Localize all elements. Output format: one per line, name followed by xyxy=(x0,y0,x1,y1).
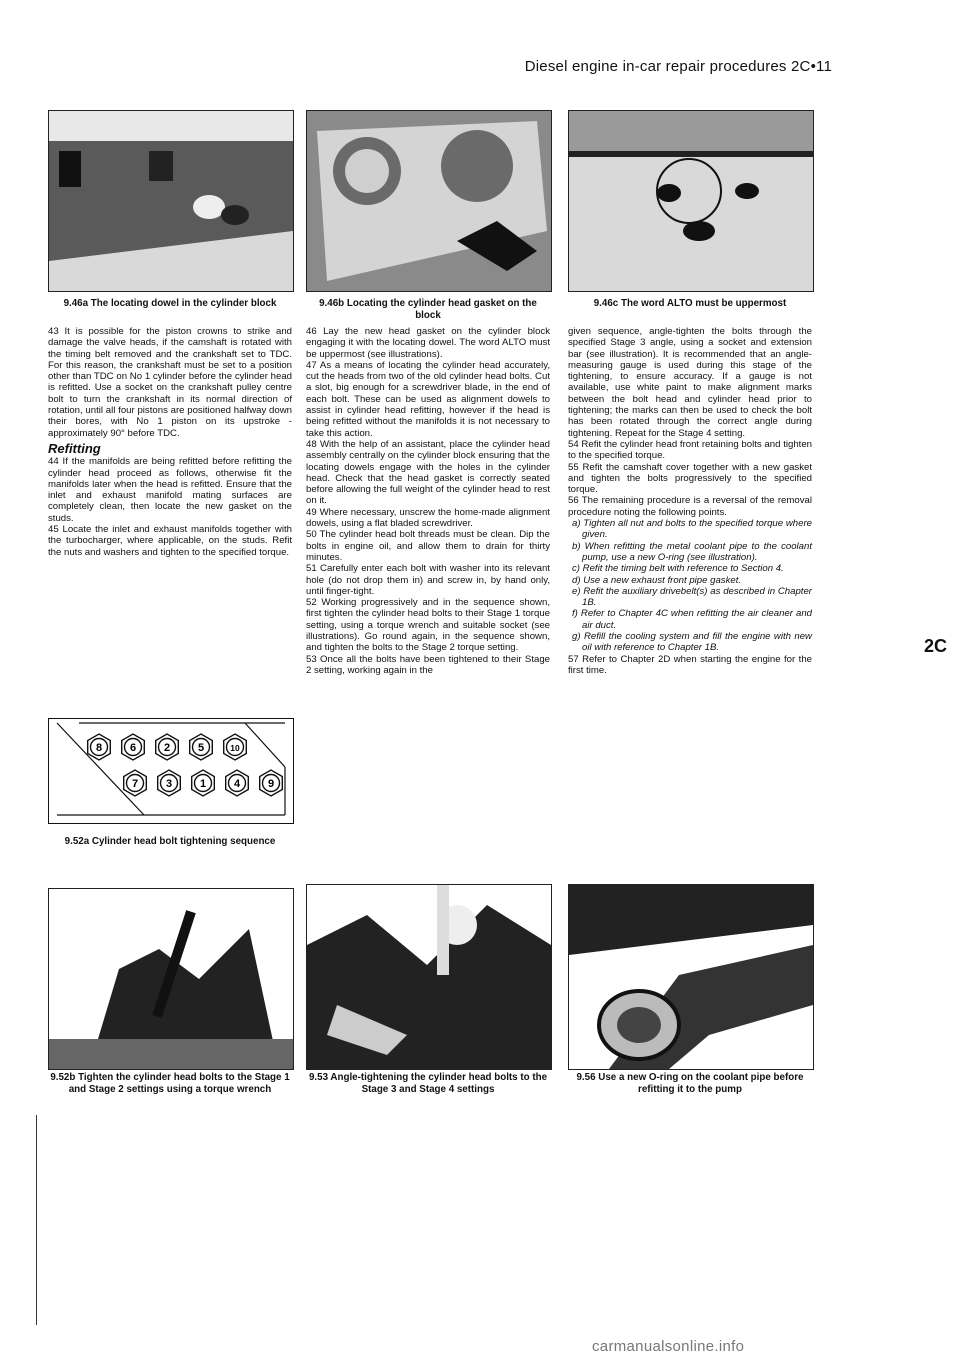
bolt-top-6 xyxy=(122,734,145,760)
caption-946a: 9.46a The locating dowel in the cylinder block xyxy=(63,298,277,309)
photo-946b xyxy=(306,110,552,292)
list-item-b: b) When refitting the metal coolant pipe to the coolant pump, use a new O-ring (see illustration). xyxy=(572,540,812,563)
photo-952b xyxy=(48,888,294,1070)
bolt-bottom-9 xyxy=(260,770,283,796)
list-item-g: g) Refill the cooling system and fill the engine with new oil with reference to Chapter 1B. xyxy=(572,631,812,654)
list-item-d: d) Use a new exhaust front pipe gasket. xyxy=(572,574,742,586)
text-column-3 xyxy=(568,326,812,676)
bolt-top-label: 8 xyxy=(95,742,103,754)
caption-946c: 9.46c The word ALTO must be uppermost xyxy=(593,298,787,309)
bolt-bottom-7 xyxy=(124,770,147,796)
paragraph-51: 51 Carefully enter each bolt with washer into its relevant hole (do not drop them in) and screw in, by hand only, until finger-tight. xyxy=(306,563,550,597)
bolt-top-label: 10 xyxy=(230,743,240,753)
chapter-tab: 2C xyxy=(923,636,947,656)
caption-946b: 9.46b Locating the cylinder head gasket on the block xyxy=(319,298,537,321)
bolt-bottom-label: 7 xyxy=(131,778,139,790)
bolt-bottom-4 xyxy=(226,770,249,796)
paragraph-50: 50 The cylinder head bolt threads must be clean. Dip the bolts in engine oil, and allow them to drain for thirty minutes. xyxy=(306,529,550,563)
paragraph-49: 49 Where necessary, unscrew the home-made alignment dowels, using a flat bladed screwdriver. xyxy=(306,506,550,530)
bolt-bottom-label: 1 xyxy=(199,778,207,790)
bolt-top-label: 5 xyxy=(197,742,205,754)
paragraph-48: 48 With the help of an assistant, place the cylinder head assembly centrally on the cylinder block ensuring that the locating dowels engage with the holes in the cylinder head. Check that the head gasket is correctly seated before allowing the full weight of the cylinder head to rest on it. xyxy=(306,438,550,507)
bolt-top-label: 6 xyxy=(129,742,137,754)
bolt-bottom-label: 9 xyxy=(267,778,275,790)
page-header: Diesel engine in-car repair procedures 2C•11 xyxy=(524,58,832,75)
paragraph-43: 43 It is possible for the piston crowns to strike and damage the valve heads, if the camshaft is rotated with the timing belt removed and the crankshaft set to TDC. For this reason, the crankshaft must be set to a position other than TDC on No 1 cylinder before the cylinder head is refitted. Use a socket on the crankshaft pulley centre bolt to turn the crankshaft in its normal direction of rotation, until all four pistons are positioned halfway down their bores, with No 1 piston on its upstroke - approximately 90° before TDC. xyxy=(48,326,292,439)
paragraph-55: 55 Refit the camshaft cover together with a new gasket and tighten the bolts progressively to the specified torque. xyxy=(568,461,812,496)
list-item-f: f) Refer to Chapter 4C when refitting the air cleaner and air duct. xyxy=(572,608,812,631)
list-item-a: a) Tighten all nut and bolts to the specified torque where given. xyxy=(572,518,812,541)
photo-953 xyxy=(306,884,552,1070)
caption-953: 9.53 Angle-tightening the cylinder head bolts to the Stage 3 and Stage 4 settings xyxy=(308,1072,548,1095)
paragraph-47: 47 As a means of locating the cylinder head accurately, cut the heads from two of the old cylinder head bolts. Cut a slot, big enough for a screwdriver blade, in the end of each bolt. These can be used as alignment dowels to assist in cylinder head refitting, however if the head is being refitted without the manifolds it is not necessary to take this action. xyxy=(306,359,550,439)
photo-946a xyxy=(48,110,294,292)
watermark: carmanualsonline.info xyxy=(592,1338,745,1355)
paragraph-46: 46 Lay the new head gasket on the cylinder block engaging it with the locating dowel. The word ALTO must be uppermost (see illustrations). xyxy=(306,326,550,360)
margin-line xyxy=(36,1115,37,1325)
bolt-top-2 xyxy=(156,734,179,760)
paragraph-52: 52 Working progressively and in the sequence shown, first tighten the cylinder head bolts to their Stage 1 torque setting, using a torque wrench and suitable socket (see illustrations). Go round again, in the sequence shown, and tighten the bolts to the Stage 2 torque setting. xyxy=(306,597,550,654)
caption-956: 9.56 Use a new O-ring on the coolant pipe before refitting it to the pump xyxy=(576,1072,804,1095)
bolt-sequence-diagram xyxy=(48,718,294,824)
bolt-top-5 xyxy=(190,734,213,760)
bolt-top-label: 2 xyxy=(163,742,171,754)
bolt-bottom-label: 3 xyxy=(165,778,173,790)
paragraph-44: 44 If the manifolds are being refitted before refitting the cylinder head proceed as follows, otherwise fit the manifolds later when the head is refitted. Ensure that the inlet and exhaust manifold mating surfaces are completely clean, then locate the new gasket on the studs. xyxy=(48,456,292,524)
paragraph-53: 53 Once all the bolts have been tightened to their Stage 2 setting, working again in the xyxy=(306,653,550,676)
bolt-bottom-3 xyxy=(158,770,181,796)
text-column-2 xyxy=(306,326,550,676)
bolt-bottom-1 xyxy=(192,770,215,796)
bolt-bottom-label: 4 xyxy=(233,778,241,790)
text-column-1 xyxy=(48,326,292,558)
paragraph-56: 56 The remaining procedure is a reversal of the removal procedure noting the following points. xyxy=(568,495,812,518)
photo-946c xyxy=(568,110,814,292)
list-item-e: e) Refit the auxiliary drivebelt(s) as described in Chapter 1B. xyxy=(572,585,812,609)
caption-952b: 9.52b Tighten the cylinder head bolts to the Stage 1 and Stage 2 settings using a torque wrench xyxy=(50,1072,290,1095)
section-heading-refitting: Refitting xyxy=(48,440,101,456)
bolt-top-10 xyxy=(224,734,247,760)
bolt-top-8 xyxy=(88,734,111,760)
paragraph-54: 54 Refit the cylinder head front retaining bolts and tighten to the specified torque. xyxy=(568,438,812,462)
paragraph-53-continued: given sequence, angle-tighten the bolts through the specified Stage 3 angle, using a socket and extension bar (see illustration). It is recommended that an angle-measuring gauge is used during this stage of the tightening, to ensure accuracy. If a gauge is not available, use white paint to make alignment marks between the bolt head and cylinder head prior to tightening; the marks can then be used to check the bolt has been rotated through the correct angle during tightening. Repeat for the Stage 4 setting. xyxy=(568,326,812,439)
photo-956 xyxy=(568,884,814,1070)
paragraph-57: 57 Refer to Chapter 2D when starting the engine for the first time. xyxy=(568,653,812,676)
paragraph-45: 45 Locate the inlet and exhaust manifolds together with the turbocharger, where applicable, on the studs. Refit the nuts and washers and tighten to the specified torque. xyxy=(48,524,292,558)
list-item-c: c) Refit the timing belt with reference to Section 4. xyxy=(572,563,784,575)
caption-952a: 9.52a Cylinder head bolt tightening sequence xyxy=(64,836,276,847)
